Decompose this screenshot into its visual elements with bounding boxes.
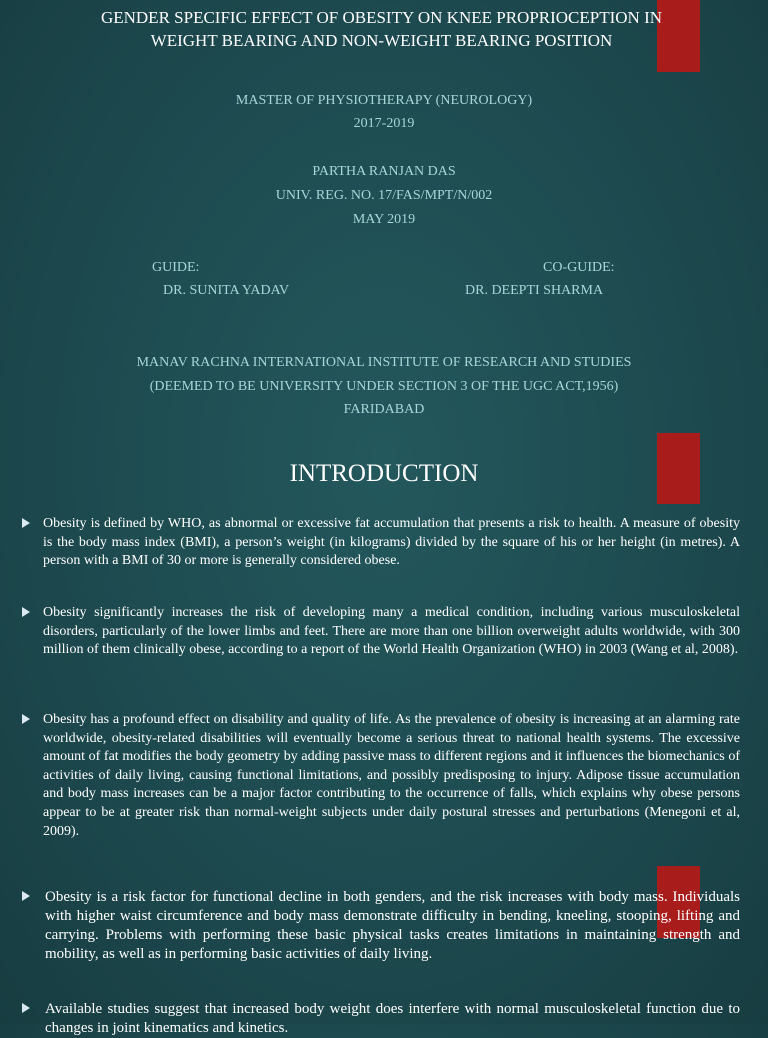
- bullet-item: [20, 604, 740, 660]
- introduction-slide: [0, 432, 768, 1036]
- bullet-text: Available studies suggest that increased body weight does interfere with normal musculoskeletal function due to changes in joint kinematics and kinetics.: [45, 1001, 740, 1036]
- registration-number: UNIV. REG. NO. 17/FAS/MPT/N/002: [275, 188, 493, 203]
- bullet-arrow-icon: [22, 518, 30, 528]
- bullet-item: [20, 515, 740, 571]
- guide-label: GUIDE:: [152, 260, 200, 275]
- title-slide: [0, 0, 768, 432]
- presentation-title: GENDER SPECIFIC EFFECT OF OBESITY ON KNEE PROPRIOCEPTION IN WEIGHT BEARING AND NON-WEIGHT BEARING POSITION: [100, 8, 663, 50]
- bullet-item: [20, 1000, 740, 1038]
- degree-text: MASTER OF PHYSIOTHERAPY (NEUROLOGY): [235, 93, 533, 108]
- bullet-text: Obesity has a profound effect on disability and quality of life. As the prevalence of obesity is increasing at an alarming rate worldwide, obesity-related disabilities will eventually become a serious threat to national health systems. The excessive amount of fat modifies the body geometry by adding passive mass to different regions and it influences the biomechanics of activities of daily living, causing functional limitations, and possibly predisposing to injury. Adipose tissue accumulation and body mass increases can be a major factor contributing to the occurrence of falls, which explains why obese persons appear to be at greater risk than normal-weight subjects under daily postural stresses and perturbations (Menegoni et al, 2009).: [43, 712, 740, 839]
- bullet-arrow-icon: [22, 607, 30, 617]
- institute-note: (DEEMED TO BE UNIVERSITY UNDER SECTION 3 OF THE UGC ACT,1956): [149, 379, 619, 394]
- bullet-text: Obesity is a risk factor for functional decline in both genders, and the risk increases with body mass. Individuals with higher waist circumference and body mass demonstrate difficulty in bending, kneeling, stooping, lifting and carrying. Problems with performing these basic physical tasks creates limitations in maintaining strength and mobility, as well as in performing basic activities of daily living.: [45, 889, 740, 962]
- bullet-arrow-icon: [22, 891, 30, 901]
- institute-name: MANAV RACHNA INTERNATIONAL INSTITUTE OF RESEARCH AND STUDIES: [136, 355, 632, 370]
- accent-bar: [657, 0, 700, 72]
- bullet-arrow-icon: [22, 1003, 30, 1013]
- bullet-text: Obesity is defined by WHO, as abnormal or excessive fat accumulation that presents a risk to health. A measure of obesity is the body mass index (BMI), a person’s weight (in kilograms) divided by the square of his or her height (in metres). A person with a BMI of 30 or more is generally considered obese.: [43, 516, 740, 569]
- bullet-item: [20, 888, 740, 964]
- session-text: 2017-2019: [353, 116, 415, 131]
- submission-date: MAY 2019: [352, 212, 416, 227]
- institute-city: FARIDABAD: [343, 402, 425, 417]
- guide-name: DR. SUNITA YADAV: [163, 283, 290, 298]
- bullet-text: Obesity significantly increases the risk of developing many a medical condition, including various musculoskeletal disorders, particularly of the lower limbs and feet. There are more than one billion overweight adults worldwide, with 300 million of them clinically obese, according to a report of the World Health Organization (WHO) in 2003 (Wang et al, 2008).: [43, 605, 740, 658]
- section-heading: INTRODUCTION: [289, 460, 479, 487]
- bullet-item: [20, 711, 740, 841]
- coguide-label: CO-GUIDE:: [543, 260, 615, 275]
- author-name: PARTHA RANJAN DAS: [312, 164, 456, 179]
- bullet-arrow-icon: [22, 714, 30, 724]
- coguide-name: DR. DEEPTI SHARMA: [465, 283, 604, 298]
